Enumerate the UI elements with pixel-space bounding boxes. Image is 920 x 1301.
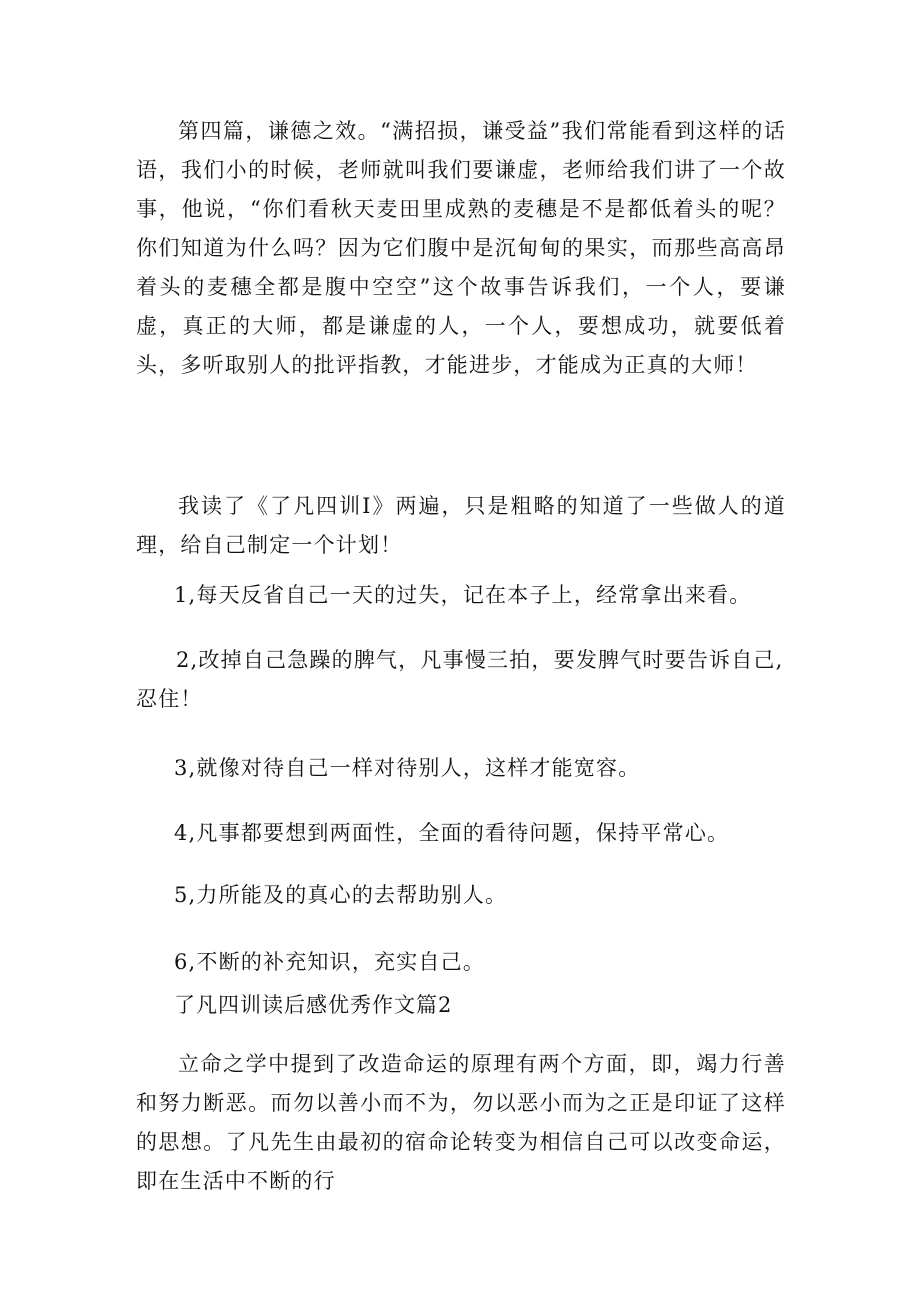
paragraph-reading-plan-intro: 我读了《了凡四训I》两遍，只是粗略的知道了一些做人的道理，给自己制定一个计划！	[136, 494, 786, 557]
plan-item-5: 5,力所能及的真心的去帮助别人。	[174, 883, 508, 907]
paragraph-humility: 第四篇，谦德之效。“满招损，谦受益”我们常能看到这样的话语，我们小的时候，老师就叫我们要谦虚，老师给我们讲了一个故事，他说，“你们看秋天麦田里成熟的麦穗是不是都低着头的呢？你们知道为什么吗？因为它们腹中是沉甸甸的果实，而那些高高昂着头的麦穗全都是腹中空空”这个故事告诉我们，一个人，要谦虚，真正的大师，都是谦虚的人，一个人，要想成功，就要低着头，多听取别人的批评指教，才能进步，才能成为正真的大师！	[136, 119, 786, 377]
plan-item-3: 3,就像对待自己一样对待别人，这样才能宽容。	[174, 756, 641, 780]
plan-item-1: 1,每天反省自己一天的过失，记在本子上，经常拿出来看。	[174, 583, 752, 607]
plan-item-4: 4,凡事都要想到两面性，全面的看待问题，保持平常心。	[174, 821, 730, 845]
plan-item-2: 2,改掉自己急躁的脾气，凡事慢三拍，要发脾气时要告诉自己,忍住！	[136, 648, 784, 711]
plan-item-6: 6,不断的补充知识，充实自己。	[174, 950, 486, 974]
paragraph-destiny: 立命之学中提到了改造命运的原理有两个方面，即，竭力行善和努力断恶。而勿以善小而不为，勿以恶小而为之正是印证了这样的思想。了凡先生由最初的宿命论转变为相信自己可以改变命运，即在生活中不断的行	[136, 1052, 786, 1193]
section-heading: 了凡四训读后感优秀作文篇2	[174, 993, 453, 1017]
